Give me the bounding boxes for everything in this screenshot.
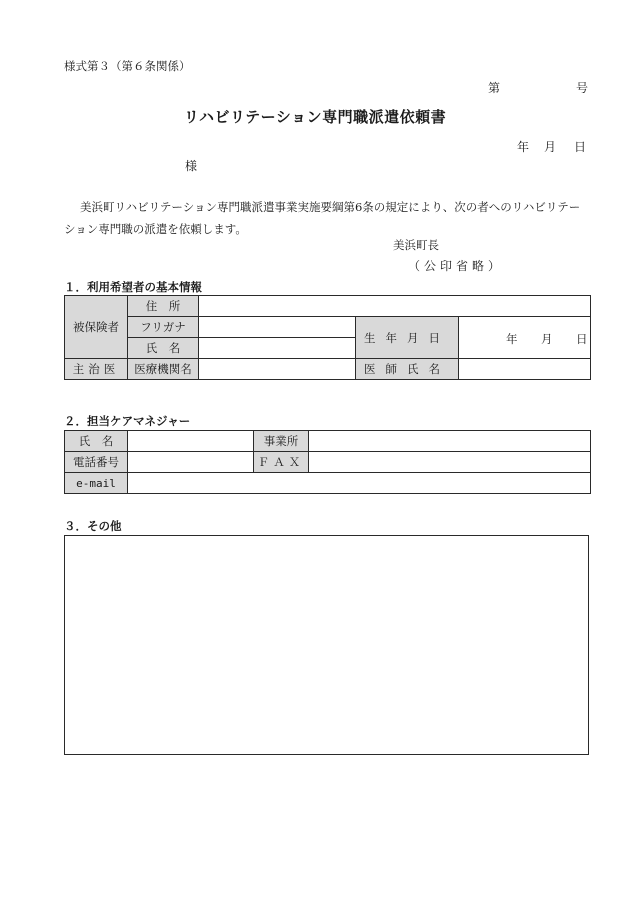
birthdate-field[interactable] <box>459 317 591 359</box>
doctor-name-label: 医師氏名 <box>356 359 459 380</box>
date-month: 月 <box>544 140 557 154</box>
fax-field[interactable] <box>309 452 591 473</box>
email-field[interactable] <box>128 473 591 494</box>
seal-omitted-note: （公印省略） <box>408 259 505 273</box>
body-text: 美浜町リハビリテーション専門職派遣事業実施要綱第6条の規定により、次の者へのリハビリテーション専門職の派遣を依頼します。 <box>64 200 581 236</box>
name-label: 氏 名 <box>128 338 199 359</box>
document-number-prefix: 第 <box>488 81 501 95</box>
section1-heading: １．利用希望者の基本情報 <box>64 280 202 294</box>
section3-heading: ３．その他 <box>64 519 122 533</box>
furigana-label: フリガナ <box>128 317 199 338</box>
institution-label: 医療機関名 <box>128 359 199 380</box>
care-manager-table <box>64 430 591 494</box>
phone-field[interactable] <box>128 452 254 473</box>
date-day: 日 <box>574 140 587 154</box>
birth-day: 日 <box>576 331 588 346</box>
address-label: 住 所 <box>128 296 199 317</box>
birthdate-label: 生年月日 <box>356 317 459 359</box>
fax-label: ＦＡＸ <box>254 452 309 473</box>
birth-month: 月 <box>541 331 553 346</box>
physician-label: 主治医 <box>65 359 128 380</box>
other-notes-box[interactable] <box>64 535 589 755</box>
institution-field[interactable] <box>199 359 356 380</box>
birth-year: 年 <box>506 331 518 346</box>
address-field[interactable] <box>199 296 591 317</box>
applicant-info-table <box>64 295 591 380</box>
addressee-suffix: 様 <box>185 159 198 173</box>
furigana-field[interactable] <box>199 317 356 338</box>
cm-name-field[interactable] <box>128 431 254 452</box>
date-year: 年 <box>517 140 530 154</box>
section2-heading: ２．担当ケアマネジャー <box>64 414 191 428</box>
form-number: 様式第３（第６条関係） <box>64 59 191 73</box>
office-label: 事業所 <box>254 431 309 452</box>
phone-label: 電話番号 <box>65 452 128 473</box>
office-field[interactable] <box>309 431 591 452</box>
name-field[interactable] <box>199 338 356 359</box>
issuer: 美浜町長 <box>393 238 439 252</box>
document-number-suffix: 号 <box>575 81 588 95</box>
cm-name-label: 氏 名 <box>65 431 128 452</box>
doctor-name-field[interactable] <box>459 359 591 380</box>
page-title: リハビリテーション専門職派遣依頼書 <box>183 108 447 126</box>
email-label: e-mail <box>65 473 128 494</box>
insured-label: 被保険者 <box>65 296 128 359</box>
